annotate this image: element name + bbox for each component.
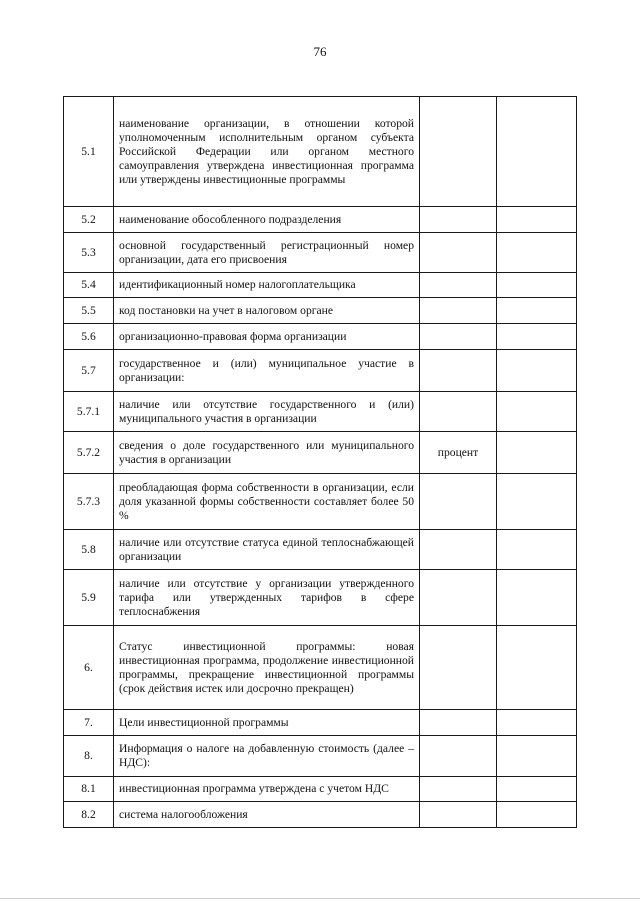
row-number: 5.5 <box>64 298 114 324</box>
row-number: 5.3 <box>64 233 114 273</box>
table-row <box>64 777 577 802</box>
row-description: наименование организации, в отношении которой уполномоченным исполнительным органом субъекта Российской Федерации или органом местного самоуправления утверждена инвестиционная программа или утверждены инвестиционные программы <box>114 97 420 207</box>
table-row <box>64 802 577 828</box>
page-number: 76 <box>313 44 327 59</box>
row-description: идентификационный номер налогоплательщика <box>114 273 420 298</box>
row-value-cell <box>497 392 577 432</box>
row-value-cell <box>497 350 577 392</box>
row-number: 5.2 <box>64 207 114 233</box>
row-value-cell <box>497 324 577 350</box>
row-description: код постановки на учет в налоговом органе <box>114 298 420 324</box>
row-description: Информация о налоге на добавленную стоимость (далее – НДС): <box>114 736 420 777</box>
row-value-cell <box>497 207 577 233</box>
row-number: 5.9 <box>64 570 114 626</box>
table-row <box>64 432 577 474</box>
row-value-cell <box>497 570 577 626</box>
row-description: Статус инвестиционной программы: новая инвестиционная программа, продолжение инвестиционной программы, прекращение инвестиционной программы (срок действия истек или досрочно прекращен) <box>114 626 420 710</box>
row-number: 5.7.2 <box>64 432 114 474</box>
row-description: организационно-правовая форма организации <box>114 324 420 350</box>
row-description: наличие или отсутствие статуса единой теплоснабжающей организации <box>114 530 420 570</box>
row-number: 5.4 <box>64 273 114 298</box>
table-row <box>64 97 577 207</box>
row-value-cell <box>497 802 577 828</box>
row-number: 8.2 <box>64 802 114 828</box>
row-unit-cell <box>420 626 497 710</box>
row-unit-cell <box>420 802 497 828</box>
row-unit-cell <box>420 392 497 432</box>
table-row <box>64 626 577 710</box>
row-unit-cell <box>420 324 497 350</box>
row-value-cell <box>497 97 577 207</box>
row-description: наименование обособленного подразделения <box>114 207 420 233</box>
table-row <box>64 392 577 432</box>
row-number: 5.7.3 <box>64 474 114 530</box>
row-unit-cell <box>420 530 497 570</box>
row-unit-cell <box>420 777 497 802</box>
table-row <box>64 530 577 570</box>
row-number: 6. <box>64 626 114 710</box>
table-row <box>64 710 577 736</box>
row-number: 5.7 <box>64 350 114 392</box>
row-value-cell <box>497 432 577 474</box>
row-number: 8. <box>64 736 114 777</box>
row-value-cell <box>497 233 577 273</box>
row-description: инвестиционная программа утверждена с учетом НДС <box>114 777 420 802</box>
row-unit-cell <box>420 710 497 736</box>
row-value-cell <box>497 777 577 802</box>
table-row <box>64 233 577 273</box>
row-number: 5.6 <box>64 324 114 350</box>
row-number: 5.7.1 <box>64 392 114 432</box>
table-row <box>64 324 577 350</box>
row-description: основной государственный регистрационный номер организации, дата его присвоения <box>114 233 420 273</box>
row-description: преобладающая форма собственности в организации, если доля указанной формы собственности составляет более 50 % <box>114 474 420 530</box>
row-value-cell <box>497 710 577 736</box>
row-unit-cell <box>420 273 497 298</box>
row-number: 5.1 <box>64 97 114 207</box>
row-value-cell <box>497 273 577 298</box>
table-row <box>64 273 577 298</box>
table-row <box>64 298 577 324</box>
table-body <box>64 97 577 828</box>
row-value-cell <box>497 298 577 324</box>
table-row <box>64 736 577 777</box>
table-row <box>64 474 577 530</box>
row-unit-cell <box>420 350 497 392</box>
row-unit-cell <box>420 233 497 273</box>
row-unit-cell <box>420 298 497 324</box>
row-description: наличие или отсутствие государственного и (или) муниципального участия в организации <box>114 392 420 432</box>
row-unit-cell <box>420 736 497 777</box>
row-number: 8.1 <box>64 777 114 802</box>
row-unit-cell <box>420 97 497 207</box>
table-row <box>64 207 577 233</box>
investment-program-form-table <box>63 96 577 828</box>
row-unit-cell: процент <box>420 432 497 474</box>
scan-edge-line <box>0 898 640 899</box>
row-unit-cell <box>420 474 497 530</box>
row-description: Цели инвестиционной программы <box>114 710 420 736</box>
table-row <box>64 350 577 392</box>
row-number: 5.8 <box>64 530 114 570</box>
row-unit-cell <box>420 207 497 233</box>
row-number: 7. <box>64 710 114 736</box>
row-description: сведения о доле государственного или муниципального участия в организации <box>114 432 420 474</box>
row-value-cell <box>497 626 577 710</box>
row-unit-cell <box>420 570 497 626</box>
row-value-cell <box>497 474 577 530</box>
row-description: государственное и (или) муниципальное участие в организации: <box>114 350 420 392</box>
row-description: система налогообложения <box>114 802 420 828</box>
row-description: наличие или отсутствие у организации утвержденного тарифа или утвержденных тарифов в сфере теплоснабжения <box>114 570 420 626</box>
row-value-cell <box>497 736 577 777</box>
row-value-cell <box>497 530 577 570</box>
table-row <box>64 570 577 626</box>
